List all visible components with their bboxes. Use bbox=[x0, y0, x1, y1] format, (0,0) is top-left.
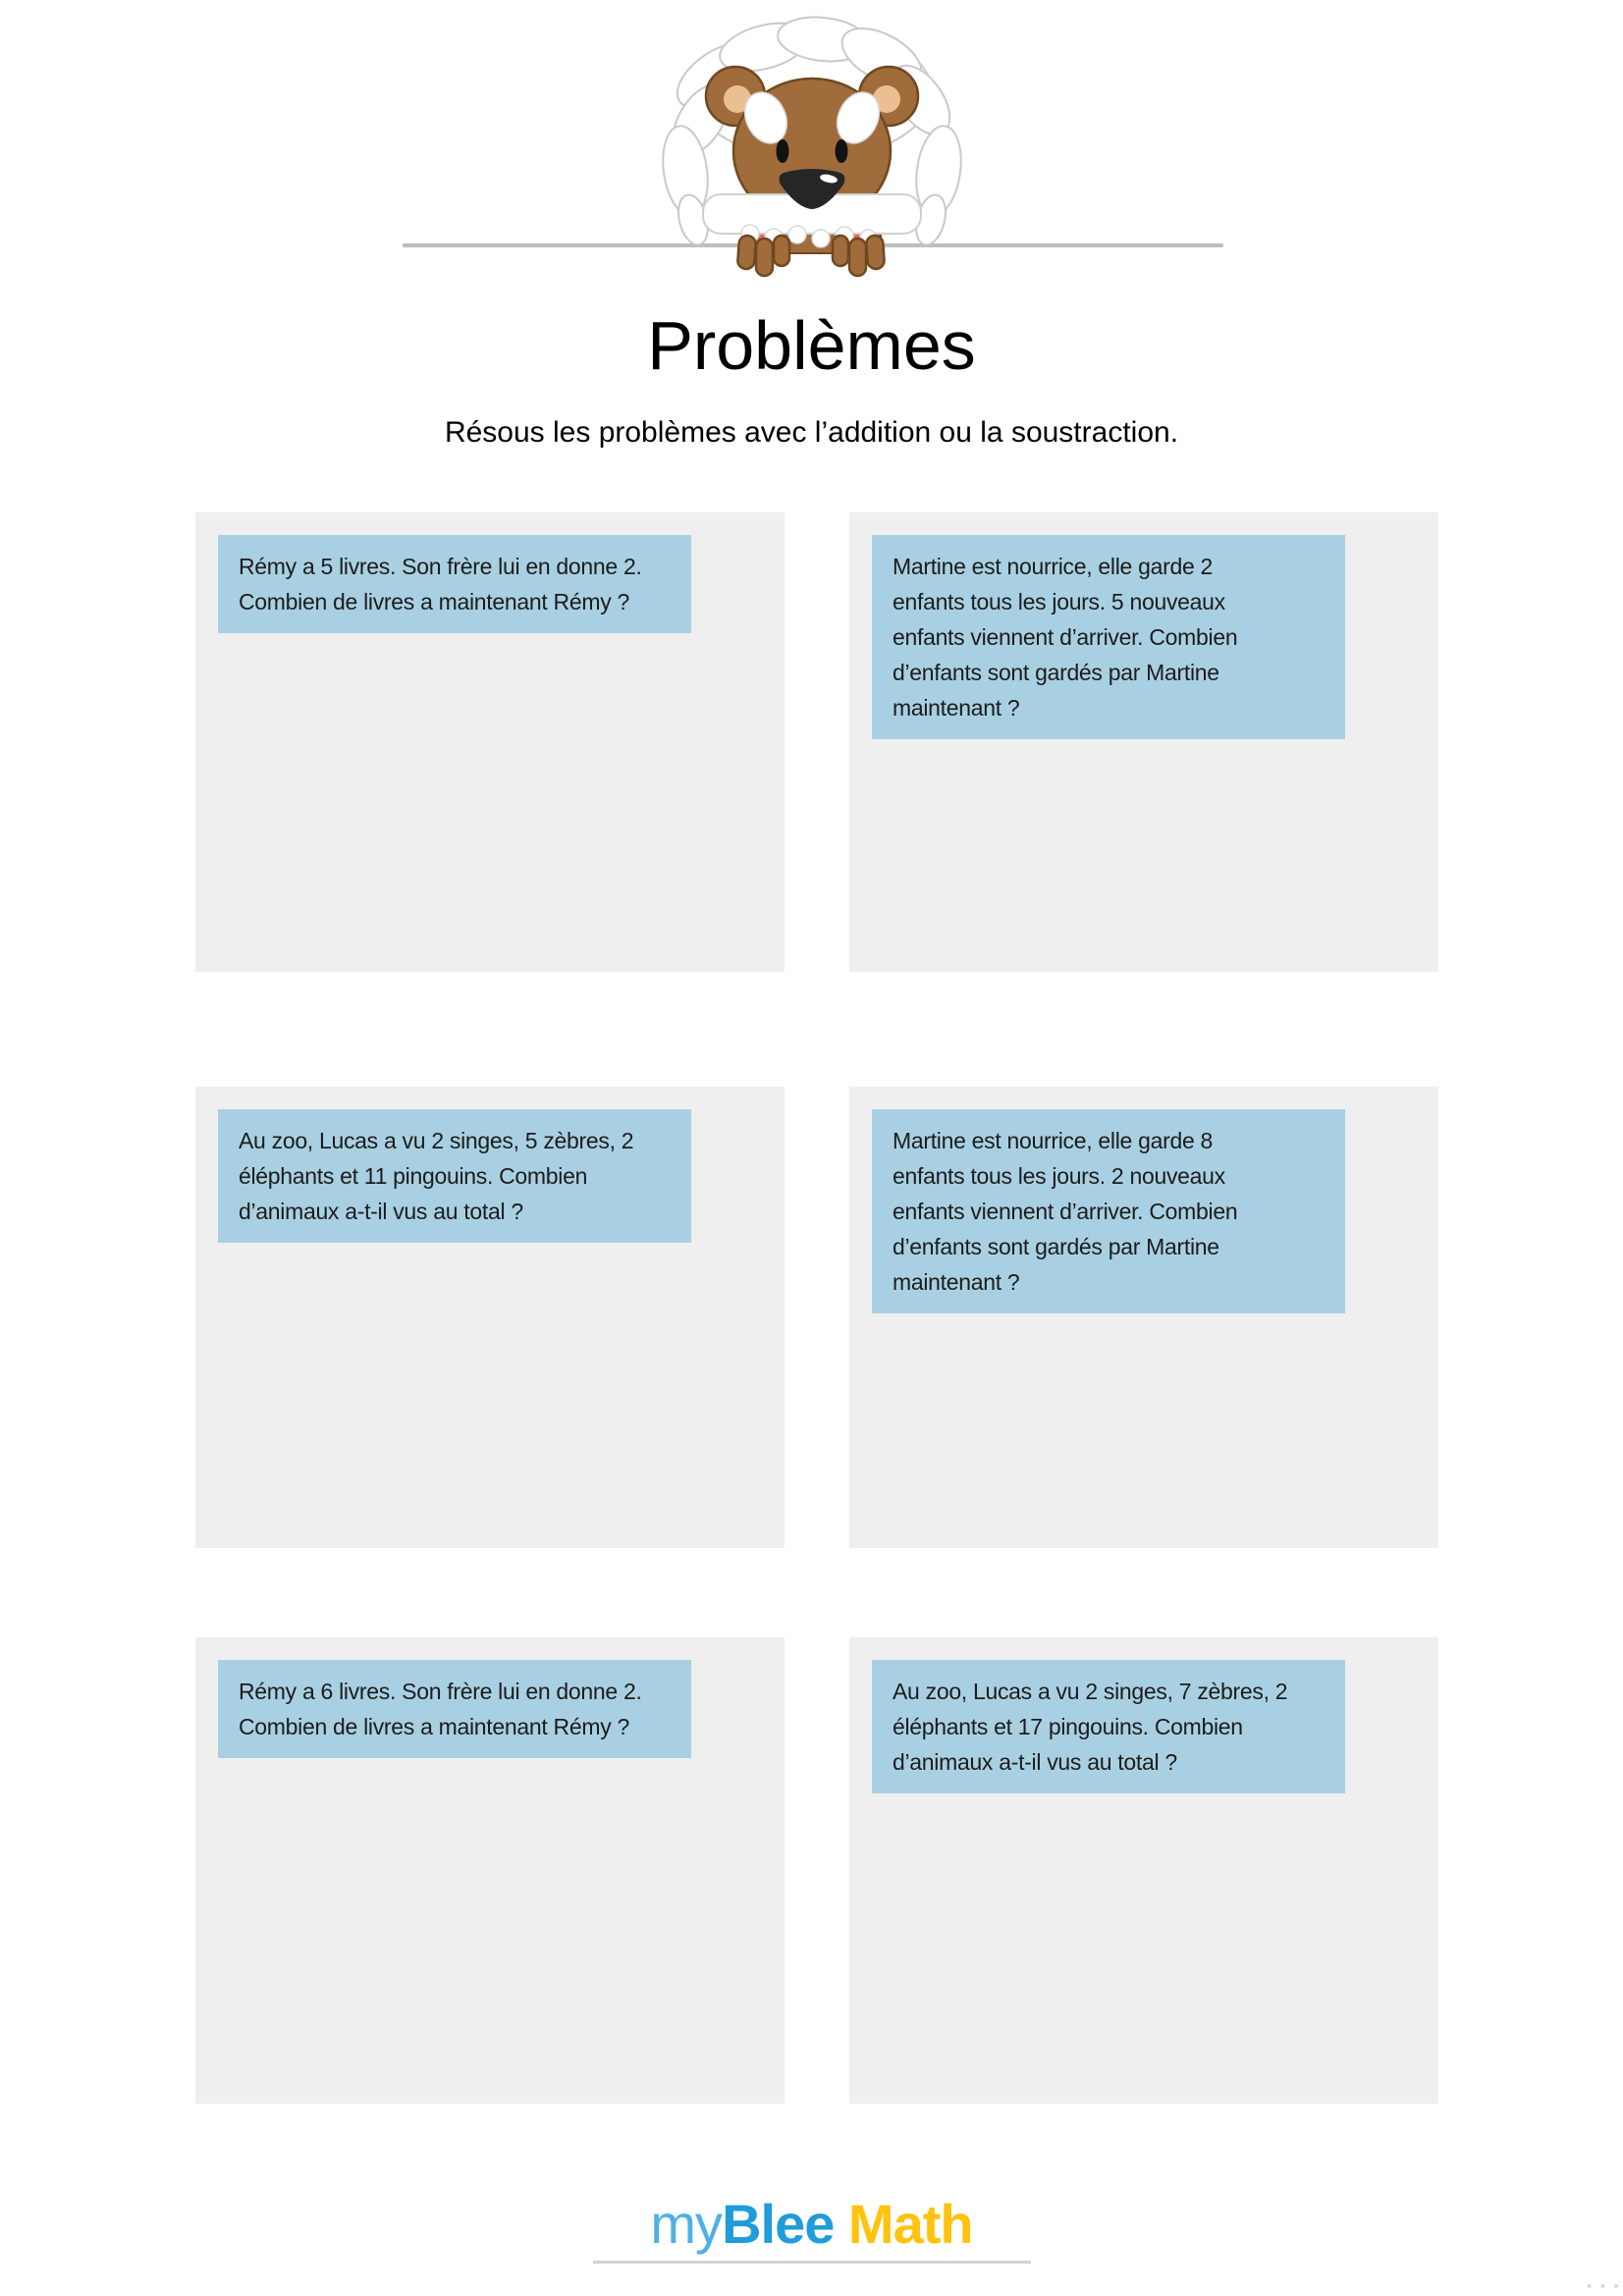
problem-text-6 bbox=[872, 1660, 1345, 1793]
problem-line: maintenant ? bbox=[893, 695, 1020, 721]
problem-line: Martine est nourrice, elle garde 8 bbox=[893, 1128, 1214, 1153]
problem-line: éléphants et 11 pingouins. Combien bbox=[239, 1163, 588, 1189]
problem-line: d’animaux a-t-il vus au total ? bbox=[239, 1199, 523, 1224]
page-title: Problèmes bbox=[647, 307, 976, 384]
logo-text-math: Math bbox=[847, 2193, 973, 2255]
problem-line: d’animaux a-t-il vus au total ? bbox=[893, 1749, 1177, 1775]
logo-space bbox=[834, 2193, 848, 2255]
problem-line: enfants viennent d’arriver. Combien bbox=[893, 624, 1238, 650]
problem-card-1 bbox=[195, 512, 784, 972]
problem-line: enfants tous les jours. 5 nouveaux bbox=[893, 589, 1225, 614]
logo-divider-line bbox=[593, 2261, 1031, 2264]
problem-line: éléphants et 17 pingouins. Combien bbox=[893, 1714, 1243, 1739]
problem-line: Rémy a 5 livres. Son frère lui en donne 2. bbox=[239, 554, 642, 579]
problem-line: enfants viennent d’arriver. Combien bbox=[893, 1199, 1238, 1224]
problem-card-2 bbox=[849, 512, 1438, 972]
problem-text-5 bbox=[218, 1660, 691, 1758]
problem-line: Martine est nourrice, elle garde 2 bbox=[893, 554, 1214, 579]
page-instructions: Résous les problèmes avec l’addition ou la soustraction. bbox=[444, 416, 1179, 449]
problem-line: maintenant ? bbox=[893, 1269, 1020, 1295]
problem-card-6 bbox=[849, 1637, 1438, 2104]
problem-text-4 bbox=[872, 1109, 1345, 1313]
problem-line: Au zoo, Lucas a vu 2 singes, 7 zèbres, 2 bbox=[893, 1679, 1288, 1704]
logo-text-blee: Blee bbox=[722, 2193, 835, 2255]
footer-marks: × × × bbox=[1587, 2281, 1622, 2291]
myblee-math-logo bbox=[0, 2192, 1623, 2256]
mascot-left-eye bbox=[777, 139, 789, 163]
problem-line: Rémy a 6 livres. Son frère lui en donne 2. bbox=[239, 1679, 642, 1704]
problem-text-3 bbox=[218, 1109, 691, 1243]
problem-line: d’enfants sont gardés par Martine bbox=[893, 1234, 1219, 1259]
problem-line: enfants tous les jours. 2 nouveaux bbox=[893, 1163, 1225, 1189]
bear-mascot-image bbox=[640, 2, 984, 281]
problem-line: Au zoo, Lucas a vu 2 singes, 5 zèbres, 2 bbox=[239, 1128, 634, 1153]
logo-text-my: my bbox=[650, 2193, 723, 2255]
problem-card-4 bbox=[849, 1087, 1438, 1548]
problem-text-2 bbox=[872, 535, 1345, 739]
problem-card-3 bbox=[195, 1087, 784, 1548]
problem-text-1 bbox=[218, 535, 691, 633]
problem-line: Combien de livres a maintenant Rémy ? bbox=[239, 1714, 629, 1739]
problem-line: d’enfants sont gardés par Martine bbox=[893, 660, 1219, 685]
problem-line: Combien de livres a maintenant Rémy ? bbox=[239, 589, 629, 614]
mascot-right-eye bbox=[836, 139, 848, 163]
problem-card-5 bbox=[195, 1637, 784, 2104]
